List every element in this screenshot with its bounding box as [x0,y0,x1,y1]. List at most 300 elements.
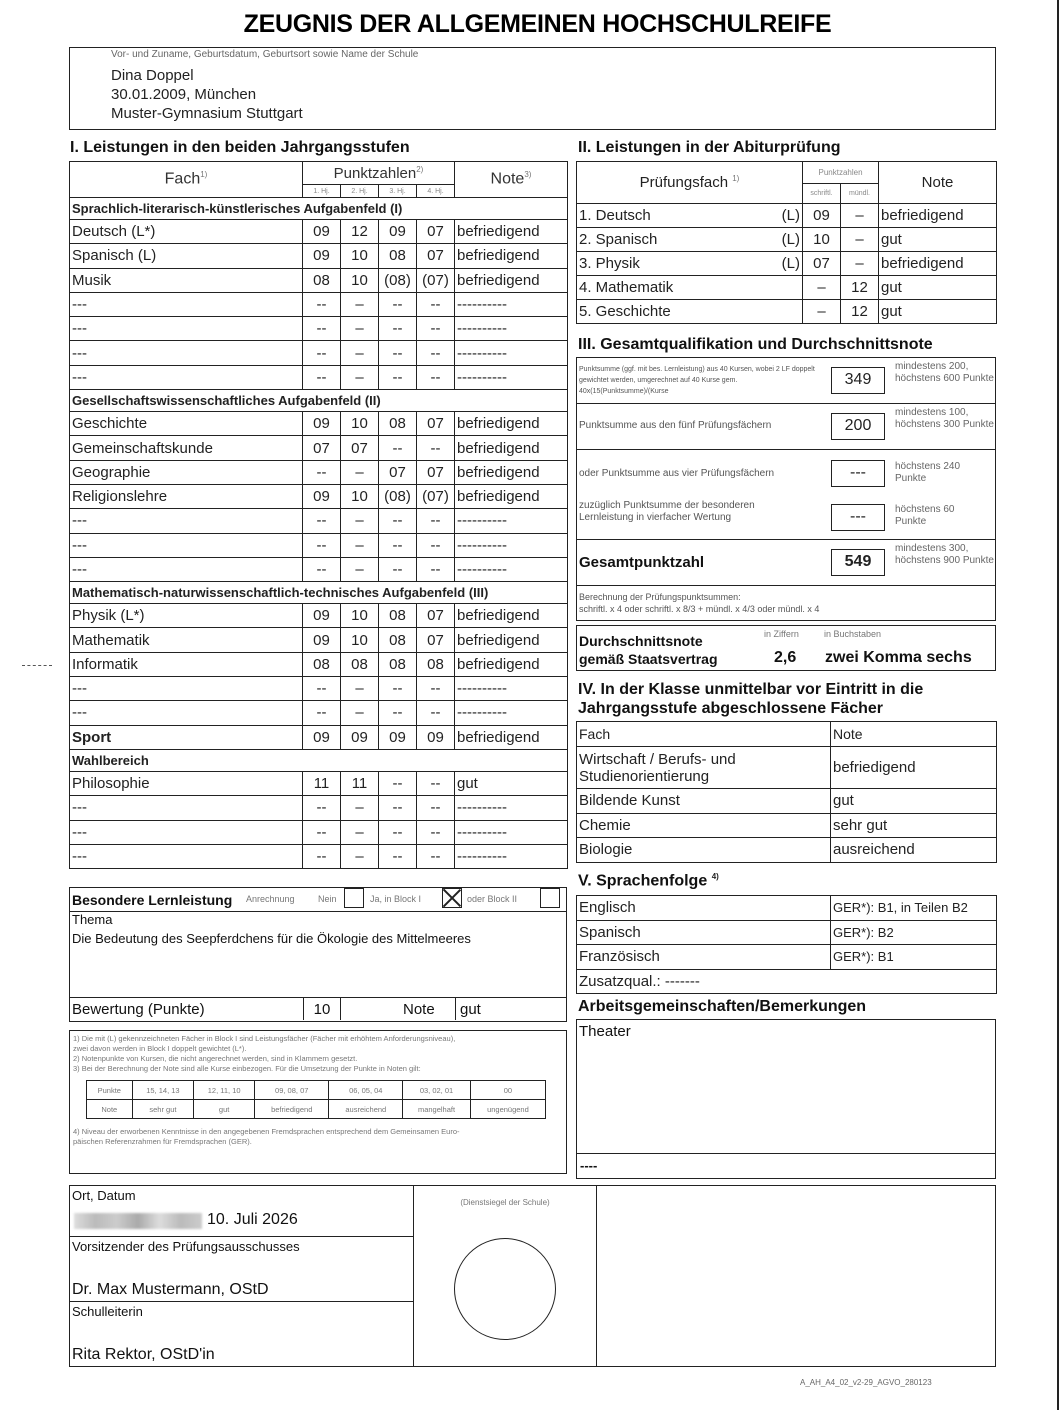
student-info-box [69,47,996,130]
note-cell: befriedigend [455,220,568,244]
punkte-cell: 07 [417,220,455,244]
student-name: Dina Doppel [111,67,194,84]
punkte-cell: 09 [379,725,417,749]
footnote-4b: päischen Referenzrahmen für Fremdsprachen (GER). [73,1137,252,1146]
punktsumme-pruefung-row: Punktsumme aus den fünf Prüfungsfächern 200 mindestens 100, höchstens 300 Punkte [577,404,995,450]
siegel-label: (Dienstsiegel der Schule) [460,1198,550,1207]
fach-cell: --- [70,509,303,533]
thema-text: Die Bedeutung des Seepferdchens für die Ökologie des Mittelmeeres [72,931,471,946]
footnotes-box [69,1030,567,1174]
scale-note-cell: ausreichend [329,1100,403,1119]
scale-punkte-cell: 06, 05, 04 [329,1081,403,1100]
punkte-cell: – [341,677,379,701]
table-row [70,796,568,820]
punkte-cell: – [341,820,379,844]
scale-punkte-cell: Punkte [87,1081,133,1100]
note-cell: ---------- [455,844,568,868]
student-info-caption: Vor- und Zuname, Geburtsdatum, Geburtsort sowie Name der Schule [111,49,419,60]
table-row [70,604,568,628]
note-cell: befriedigend [831,747,997,789]
col-pruefungsfach-header: Prüfungsfach $^{1)}$ [577,162,803,204]
table-row [70,771,568,795]
scale-punkte-cell: 03, 02, 01 [403,1081,471,1100]
besondere-lernleistung-row: zuzüglich Punktsumme der besonderen Lernleistung in vierfacher Wertung --- höchstens 60 Punkte [577,494,995,540]
note-cell: ---------- [455,533,568,557]
fach-cell: Geographie [70,460,303,484]
punkte-cell: -- [379,557,417,581]
block2-label: oder Block II [467,894,518,904]
table-row [577,252,997,276]
durchschnittsnote-box: Durchschnittsnote gemäß Staatsvertrag in Ziffern in Buchstaben 2,6 zwei Komma sechs [576,625,996,671]
note-cell: gut [879,228,997,252]
leiter-name: Rita Rektor, OStD'in [72,1346,215,1363]
col-fach-header: Fach [577,722,831,747]
punkte-cell: 08 [417,652,455,676]
punktsumme-vier-row: oder Punktsumme aus vier Prüfungsfächern --- höchstens 240 Punkte [577,450,995,494]
punkte-cell: -- [379,365,417,389]
note-cell: befriedigend [455,484,568,508]
punkte-cell: -- [379,820,417,844]
aufgabenfeld-header: Sprachlich-literarisch-künstlerisches Aufgabenfeld (I) [70,198,568,220]
seal-circle-icon [454,1238,556,1340]
fach-cell: Physik (L*) [70,604,303,628]
punkte-cell: 09 [303,412,341,436]
table-row [70,341,568,365]
redacted-place [74,1213,202,1229]
muendl-cell: – [841,252,879,276]
fach-cell: Deutsch (L*) [70,220,303,244]
niveau-cell: GER*): B1 [831,945,997,970]
note-cell: befriedigend [455,604,568,628]
punktsumme-kurse-value: 349 [831,367,885,394]
signature-box: Ort, Datum 10. Juli 2026 Vorsitzender des Prüfungsausschusses Dr. Max Mustermann, OStD Schulleiterin Rita Rektor, OStD'in (Dienstsiegel der Schule) [69,1185,996,1367]
block1-checkbox-checked[interactable] [442,888,462,908]
note-cell: gut [879,300,997,324]
datum: 10. Juli 2026 [207,1211,298,1228]
pruefungsfach-cell: 5. Geschichte [577,300,803,324]
punkte-cell: 07 [417,460,455,484]
scale-note-cell: sehr gut [132,1100,194,1119]
fach-cell: Geschichte [70,412,303,436]
table-row [70,701,568,725]
punkte-cell: -- [303,341,341,365]
note-cell: befriedigend [455,460,568,484]
note-cell: befriedigend [879,252,997,276]
punkte-cell: -- [379,509,417,533]
table-row [70,436,568,460]
note-cell: befriedigend [455,244,568,268]
punkte-cell: 08 [379,628,417,652]
table-row [577,838,997,863]
punkte-cell: -- [379,341,417,365]
student-birth: 30.01.2009, München [111,86,257,103]
punkte-cell: 10 [341,628,379,652]
niveau-cell: GER*): B2 [831,920,997,945]
col-hj4: 4. Hj. [417,185,455,198]
niveau-cell: GER*): B1, in Teilen B2 [831,896,997,921]
note-cell: befriedigend [455,268,568,292]
fach-cell: Chemie [577,813,831,838]
fach-cell: Biologie [577,838,831,863]
punkte-cell: -- [303,533,341,557]
table-row [70,557,568,581]
table-row [70,677,568,701]
muendl-cell: 12 [841,300,879,324]
punkte-cell: – [341,796,379,820]
fach-cell: Mathematik [70,628,303,652]
table-row [70,652,568,676]
punkte-cell: 09 [303,484,341,508]
punkte-cell: 07 [303,436,341,460]
scale-note-cell: ungenügend [470,1100,545,1119]
table-row [70,317,568,341]
punkte-cell: -- [417,557,455,581]
punktsumme-pruefung-value: 200 [831,413,885,440]
punkte-cell: -- [417,844,455,868]
punkte-cell: 10 [341,412,379,436]
gesamtqualifikation-box [576,357,996,621]
punkte-cell: 12 [341,220,379,244]
section2-title: II. Leistungen in der Abiturprüfung [578,139,841,156]
scale-note-cell: Note [87,1100,133,1119]
table-row [70,628,568,652]
punkte-cell: 09 [303,628,341,652]
besondere-lernleistung-box [69,887,567,1022]
table-row [577,300,997,324]
punkte-cell: -- [417,341,455,365]
table-row [70,220,568,244]
pruefungsfach-cell: 4. Mathematik [577,276,803,300]
punkte-cell: -- [417,820,455,844]
aufgabenfeld-header: Wahlbereich [70,749,568,771]
vorsitz-name: Dr. Max Mustermann, OStD [72,1281,269,1298]
bewertung-punkte: 10 [303,998,341,1020]
punkte-cell: 08 [303,652,341,676]
section4-title: IV. In der Klasse unmittelbar vor Eintritt in die Jahrgangsstufe abgeschlossene Fächer [578,681,924,717]
table-row [577,920,997,945]
punkte-cell: 08 [341,652,379,676]
punkte-cell: – [341,341,379,365]
punkte-cell: – [341,533,379,557]
col-hj1: 1. Hj. [303,185,341,198]
note-cell: ausreichend [831,838,997,863]
col-hj2: 2. Hj. [341,185,379,198]
note-cell: gut [879,276,997,300]
fach-cell: --- [70,533,303,557]
footnote-1: 1) Die mit (L) gekennzeichneten Fächer in Block I sind Leistungsfächer (Fächer mit erhöhtem Anforderungsniveau), [73,1034,456,1043]
punkte-cell: -- [417,436,455,460]
punkte-cell: 08 [303,268,341,292]
pruefungsfach-cell: 1. Deutsch (L) [577,204,803,228]
punkte-cell: -- [379,771,417,795]
section5-table [576,895,997,994]
col-note-header: Note [831,722,997,747]
fach-cell: --- [70,796,303,820]
note-cell: gut [831,789,997,814]
note-cell: sehr gut [831,813,997,838]
col-fach-header: Fach$^{1)}$ [70,162,303,198]
section2-table [576,161,997,324]
punkte-cell: -- [379,533,417,557]
schriftl-cell: 10 [803,228,841,252]
punkte-cell: -- [417,796,455,820]
note-cell: ---------- [455,796,568,820]
fach-cell: --- [70,557,303,581]
table-row [70,292,568,316]
punkte-cell: -- [303,820,341,844]
punkte-cell: (07) [417,268,455,292]
punkte-cell: -- [303,292,341,316]
punkte-cell: -- [379,844,417,868]
table-row [577,945,997,970]
nein-checkbox[interactable] [344,888,364,908]
table-row [70,460,568,484]
ag-text: Theater [579,1023,631,1040]
punkte-cell: 11 [303,771,341,795]
punkte-cell: 10 [341,244,379,268]
punkte-cell: -- [379,317,417,341]
punkte-cell: -- [303,557,341,581]
col-muendl: mündl. [841,184,879,204]
col-punktzahlen-header: Punktzahlen [803,162,879,184]
aufgabenfeld-header: Mathematisch-naturwissenschaftlich-technisches Aufgabenfeld (III) [70,582,568,604]
muendl-cell: 12 [841,276,879,300]
fach-cell: --- [70,292,303,316]
sprache-cell: Französisch [577,945,831,970]
section4-table [576,721,997,863]
punkte-cell: – [341,701,379,725]
grade-scale-table [86,1080,546,1119]
punkte-cell: -- [303,365,341,389]
punkte-cell: -- [379,436,417,460]
pruefungsfach-cell: 2. Spanisch (L) [577,228,803,252]
punkte-cell: 09 [303,244,341,268]
table-row [577,896,997,921]
durchschnittsnote-text: zwei Komma sechs [825,649,972,666]
gesamtpunktzahl-row: Gesamtpunktzahl 549 mindestens 300, höchstens 900 Punkte [577,540,995,586]
punkte-cell: 07 [417,604,455,628]
punkte-cell: – [341,509,379,533]
punkte-cell: -- [303,317,341,341]
punkte-cell: -- [303,844,341,868]
punkte-cell: -- [417,771,455,795]
note-cell: gut [455,771,568,795]
table-row [70,844,568,868]
punkte-cell: 07 [341,436,379,460]
punkte-cell: -- [379,292,417,316]
gesamtpunktzahl-value: 549 [831,549,885,576]
scale-note-cell: gut [194,1100,255,1119]
fach-cell: --- [70,317,303,341]
punkte-cell: (08) [379,484,417,508]
nein-label: Nein [318,894,337,904]
punkte-cell: (07) [417,484,455,508]
punkte-cell: 07 [379,460,417,484]
note-cell: ---------- [455,820,568,844]
fach-cell: Religionslehre [70,484,303,508]
note-cell: ---------- [455,341,568,365]
note-cell: befriedigend [879,204,997,228]
note-cell: ---------- [455,677,568,701]
fach-cell: --- [70,820,303,844]
table-row [70,268,568,292]
punkte-cell: -- [417,317,455,341]
note-cell: befriedigend [455,652,568,676]
note-cell: befriedigend [455,436,568,460]
punkte-cell: 07 [417,628,455,652]
punkte-cell: 09 [303,604,341,628]
footnote-1b: zwei davon werden in Block I doppelt gewichtet (L*). [73,1044,247,1053]
table-row [577,204,997,228]
punkte-cell: 08 [379,412,417,436]
scale-note-cell: befriedigend [255,1100,329,1119]
note-cell: ---------- [455,509,568,533]
sprache-cell: Englisch [577,896,831,921]
table-row [70,365,568,389]
punkte-cell: 10 [341,484,379,508]
punkte-cell: -- [379,677,417,701]
table-row [70,244,568,268]
punkte-cell: 11 [341,771,379,795]
punkte-cell: – [341,292,379,316]
table-row [577,789,997,814]
punkte-cell: 10 [341,604,379,628]
table-row [70,412,568,436]
punkte-cell: – [341,460,379,484]
col-punktzahlen-header: Punktzahlen$^{2)}$ [303,162,455,185]
punkte-cell: – [341,844,379,868]
table-row [70,509,568,533]
pruefungsfach-cell: 3. Physik (L) [577,252,803,276]
punkte-cell: -- [417,701,455,725]
punkte-cell: 08 [379,604,417,628]
sprache-cell: Spanisch [577,920,831,945]
fach-cell: --- [70,365,303,389]
punkte-cell: 09 [303,725,341,749]
scale-punkte-cell: 12, 11, 10 [194,1081,255,1100]
punkte-cell: – [341,557,379,581]
document-title: ZEUGNIS DER ALLGEMEINEN HOCHSCHULREIFE [243,10,832,38]
muendl-cell: – [841,204,879,228]
besondere-value: --- [831,504,885,531]
fach-cell: Bildende Kunst [577,789,831,814]
col-hj3: 3. Hj. [379,185,417,198]
punkte-cell: -- [417,365,455,389]
punkte-cell: 08 [379,244,417,268]
section1-table [69,161,568,869]
punkte-cell: 07 [417,244,455,268]
fach-cell: Gemeinschaftskunde [70,436,303,460]
punkte-cell: -- [417,292,455,316]
footnote-3: 3) Bei der Berechnung der Note sind alle Kurse einbezogen. Für die Umsetzung der Punkte in Noten gilt: [73,1064,421,1073]
punkte-cell: -- [303,701,341,725]
section5-title: V. Sprachenfolge $^{4)}$ [578,872,719,890]
fach-cell: Philosophie [70,771,303,795]
durchschnittsnote-ziffer: 2,6 [774,649,797,666]
punkte-cell: 10 [341,268,379,292]
punkte-cell: -- [417,677,455,701]
fach-cell: Spanisch (L) [70,244,303,268]
punkte-cell: -- [303,509,341,533]
punkte-cell: 07 [417,412,455,436]
schriftl-cell: – [803,276,841,300]
block1-label: Ja, in Block I [370,894,422,904]
punkte-cell: -- [379,701,417,725]
punkte-cell: (08) [379,268,417,292]
punktsumme-kurse-row: Punktsumme (ggf. mit bes. Lernleistung) aus 40 Kursen, wobei 2 LF doppelt gewichtet werden, umgerechnet auf 40 Kurse gem. 40x(15(Punktsumme)/(Kurse 349 mindestens 200, höchstens 600 Punkte [577,358,995,404]
table-row [577,276,997,300]
punkte-cell: -- [303,796,341,820]
fach-cell: --- [70,677,303,701]
bewertung-label: Bewertung (Punkte) [72,1001,205,1018]
form-code: A_AH_A4_02_v2-29_AGVO_280123 [800,1378,932,1387]
zusatzqualifikation: Zusatzqual.: ------- [577,969,997,994]
fach-cell: --- [70,341,303,365]
block2-checkbox[interactable] [540,888,560,908]
ag-box: Theater ---- [576,1019,996,1179]
punkte-cell: 09 [303,220,341,244]
scale-note-cell: mangelhaft [403,1100,471,1119]
fach-cell: --- [70,701,303,725]
punkte-cell: – [341,365,379,389]
scale-punkte-cell: 15, 14, 13 [132,1081,194,1100]
fach-cell: Sport [70,725,303,749]
scale-punkte-cell: 09, 08, 07 [255,1081,329,1100]
note-cell: ---------- [455,317,568,341]
fach-cell: Informatik [70,652,303,676]
note-cell: befriedigend [455,725,568,749]
col-note-header: Note [879,162,997,204]
table-row [577,228,997,252]
table-row [70,484,568,508]
table-row [70,533,568,557]
note-cell: ---------- [455,292,568,316]
col-schriftl: schriftl. [803,184,841,204]
besondere-title: Besondere Lernleistung [72,892,233,908]
note-cell: befriedigend [455,412,568,436]
punktsumme-vier-value: --- [831,460,885,487]
punkte-cell: – [341,317,379,341]
table-row [577,747,997,789]
fold-mark [22,665,52,666]
table-row [70,820,568,844]
punkte-cell: 09 [341,725,379,749]
berechnung-row: Berechnung der Prüfungspunktsummen: schriftl. x 4 oder schriftl. x 8/3 + mündl. x 4/3 oder mündl. x 4 [579,592,820,614]
note-cell: befriedigend [455,628,568,652]
aufgabenfeld-header: Gesellschaftswissenschaftliches Aufgabenfeld (II) [70,390,568,412]
note-cell: ---------- [455,701,568,725]
punkte-cell: 09 [417,725,455,749]
punkte-cell: -- [417,509,455,533]
thema-label: Thema [72,912,113,927]
punkte-cell: 08 [379,652,417,676]
anrechnung-label: Anrechnung [246,894,295,904]
punkte-cell: -- [379,796,417,820]
fach-cell: Musik [70,268,303,292]
bewertung-note-label: Note [403,1001,435,1018]
punkte-cell: -- [417,533,455,557]
punkte-cell: -- [303,677,341,701]
fach-cell: --- [70,844,303,868]
note-cell: ---------- [455,365,568,389]
schriftl-cell: – [803,300,841,324]
table-row [577,813,997,838]
note-cell: ---------- [455,557,568,581]
school-name: Muster-Gymnasium Stuttgart [111,105,303,122]
punkte-cell: 09 [379,220,417,244]
ag-title: Arbeitsgemeinschaften/Bemerkungen [578,998,867,1015]
bewertung-note: gut [455,998,481,1020]
